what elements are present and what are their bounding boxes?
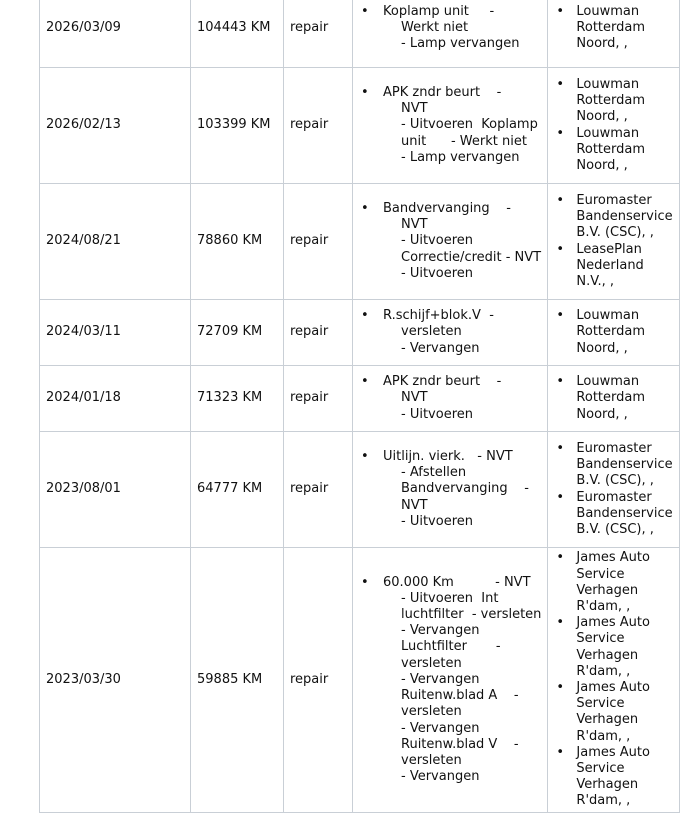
work-list xyxy=(359,201,541,282)
location-list xyxy=(554,308,672,357)
location-line: Bandenservice xyxy=(576,209,673,225)
service-location xyxy=(548,0,679,68)
location-line: • LeasePlan xyxy=(576,241,642,257)
location-line: Rotterdam xyxy=(576,93,646,109)
odometer-reading: 59885 KM xyxy=(191,548,284,813)
work-line: luchtfilter - versleten xyxy=(401,607,542,623)
location-item xyxy=(554,745,672,810)
work-item xyxy=(359,449,541,530)
location-line: Rotterdam xyxy=(576,390,646,406)
location-line: • James Auto xyxy=(576,680,650,695)
work-line: versleten xyxy=(401,704,462,720)
service-date: 2024/03/11 xyxy=(40,300,191,366)
table-row xyxy=(40,548,680,813)
location-line: • Euromaster xyxy=(576,192,652,208)
work-line: - Uitvoeren xyxy=(401,233,473,249)
location-list xyxy=(554,4,672,53)
location-line: Noord, , xyxy=(576,157,628,173)
location-item xyxy=(554,126,672,175)
location-line: Verhagen xyxy=(576,712,639,728)
work-line: unit - Werkt niet xyxy=(401,133,527,149)
work-list xyxy=(359,575,541,786)
work-line: • R.schijf+blok.V - xyxy=(383,308,494,324)
work-line: - Lamp vervangen xyxy=(401,149,520,165)
service-location xyxy=(548,366,679,432)
work-line: Ruitenw.blad V - xyxy=(401,736,519,752)
work-description xyxy=(353,548,548,813)
work-line: - Uitvoeren xyxy=(401,406,473,422)
work-line: - Lamp vervangen xyxy=(401,36,520,52)
work-item xyxy=(359,201,541,282)
service-location xyxy=(548,432,679,548)
work-description xyxy=(353,68,548,184)
work-line: • 60.000 Km - NVT xyxy=(383,574,531,590)
work-line: - Vervangen xyxy=(401,769,480,785)
work-list xyxy=(359,85,541,166)
location-line: Bandenservice xyxy=(576,505,673,521)
table-row xyxy=(40,366,680,432)
service-type: repair xyxy=(284,300,353,366)
location-list xyxy=(554,77,672,174)
service-date: 2026/03/09 xyxy=(40,0,191,68)
work-description xyxy=(353,0,548,68)
work-line: • Uitlijn. vierk. - NVT xyxy=(383,448,513,464)
work-line: NVT xyxy=(401,497,428,513)
odometer-reading: 72709 KM xyxy=(191,300,284,366)
service-location xyxy=(548,68,679,184)
location-line: Service xyxy=(576,696,625,712)
location-line: Noord, , xyxy=(576,406,628,422)
location-line: Rotterdam xyxy=(576,324,646,340)
work-description xyxy=(353,184,548,300)
location-item xyxy=(554,193,672,242)
work-line: versleten xyxy=(401,324,462,340)
location-item xyxy=(554,680,672,745)
location-line: R'dam, , xyxy=(576,663,631,679)
service-location xyxy=(548,548,679,813)
location-list xyxy=(554,441,672,538)
service-type: repair xyxy=(284,432,353,548)
location-line: R'dam, , xyxy=(576,598,631,614)
work-line: Bandvervanging - xyxy=(401,481,529,497)
location-line: B.V. (CSC), , xyxy=(576,225,654,241)
location-line: N.V., , xyxy=(576,273,615,289)
location-item xyxy=(554,550,672,615)
work-list xyxy=(359,449,541,530)
service-history-body xyxy=(40,0,680,813)
location-line: Bandenservice xyxy=(576,457,673,473)
location-line: Rotterdam xyxy=(576,141,646,157)
work-item xyxy=(359,85,541,166)
work-item xyxy=(359,374,541,423)
table-row xyxy=(40,300,680,366)
work-line: Werkt niet xyxy=(401,19,469,35)
work-line: - Uitvoeren Int xyxy=(401,590,499,606)
location-item xyxy=(554,615,672,680)
service-location xyxy=(548,184,679,300)
table-row xyxy=(40,432,680,548)
work-line: - Uitvoeren xyxy=(401,513,473,529)
work-line: Ruitenw.blad A - xyxy=(401,688,519,704)
service-date: 2024/01/18 xyxy=(40,366,191,432)
location-line: Verhagen xyxy=(576,582,639,598)
location-line: • Euromaster xyxy=(576,440,652,456)
work-line: Luchtfilter - xyxy=(401,639,501,655)
service-type: repair xyxy=(284,548,353,813)
work-list xyxy=(359,4,541,53)
service-type: repair xyxy=(284,366,353,432)
location-line: • Louwman xyxy=(576,76,640,92)
location-line: B.V. (CSC), , xyxy=(576,473,654,489)
work-line: NVT xyxy=(401,217,428,233)
service-history-table xyxy=(39,0,680,813)
odometer-reading: 64777 KM xyxy=(191,432,284,548)
location-list xyxy=(554,193,672,290)
table-row xyxy=(40,68,680,184)
location-item xyxy=(554,77,672,126)
location-line: Verhagen xyxy=(576,647,639,663)
odometer-reading: 103399 KM xyxy=(191,68,284,184)
location-item xyxy=(554,242,672,291)
work-description xyxy=(353,300,548,366)
work-line: - Vervangen xyxy=(401,720,480,736)
service-type: repair xyxy=(284,0,353,68)
odometer-reading: 71323 KM xyxy=(191,366,284,432)
location-line: • James Auto xyxy=(576,550,650,566)
location-line: Noord, , xyxy=(576,340,628,356)
work-item xyxy=(359,4,541,53)
location-list xyxy=(554,374,672,423)
work-line: - Vervangen xyxy=(401,671,480,687)
work-line: - Vervangen xyxy=(401,340,480,356)
location-item xyxy=(554,374,672,423)
location-line: Service xyxy=(576,566,625,582)
location-item xyxy=(554,4,672,53)
location-line: • Louwman xyxy=(576,3,640,19)
service-date: 2023/03/30 xyxy=(40,548,191,813)
service-date: 2023/08/01 xyxy=(40,432,191,548)
work-line: • APK zndr beurt - xyxy=(383,84,502,100)
service-type: repair xyxy=(284,184,353,300)
work-description xyxy=(353,366,548,432)
location-line: Service xyxy=(576,631,625,647)
location-line: • Louwman xyxy=(576,125,640,141)
location-line: • Euromaster xyxy=(576,489,652,505)
table-row xyxy=(40,184,680,300)
work-line: - Vervangen xyxy=(401,623,480,639)
work-line: • Bandvervanging - xyxy=(383,200,511,216)
service-date: 2024/08/21 xyxy=(40,184,191,300)
work-line: NVT xyxy=(401,101,428,117)
location-item xyxy=(554,490,672,539)
work-line: • Koplamp unit - xyxy=(383,3,495,19)
location-line: Noord, , xyxy=(576,36,628,52)
location-line: • Louwman xyxy=(576,374,640,390)
location-line: Service xyxy=(576,761,625,777)
location-line: R'dam, , xyxy=(576,793,631,809)
service-date: 2026/02/13 xyxy=(40,68,191,184)
table-row xyxy=(40,0,680,68)
work-list xyxy=(359,374,541,423)
service-type: repair xyxy=(284,68,353,184)
location-line: • Louwman xyxy=(576,308,640,324)
location-line: Verhagen xyxy=(576,777,639,793)
service-location xyxy=(548,300,679,366)
location-line: Nederland xyxy=(576,257,644,273)
work-line: versleten xyxy=(401,752,462,768)
work-item xyxy=(359,308,541,357)
odometer-reading: 104443 KM xyxy=(191,0,284,68)
location-line: • James Auto xyxy=(576,615,650,631)
work-line: • APK zndr beurt - xyxy=(383,374,502,390)
location-item xyxy=(554,441,672,490)
work-list xyxy=(359,308,541,357)
location-line: Rotterdam xyxy=(576,19,646,35)
work-description xyxy=(353,432,548,548)
location-item xyxy=(554,308,672,357)
location-line: R'dam, , xyxy=(576,728,631,744)
work-line: - Uitvoeren Koplamp xyxy=(401,117,538,133)
location-line: Noord, , xyxy=(576,109,628,125)
work-line: NVT xyxy=(401,390,428,406)
work-line: - Afstellen xyxy=(401,465,467,481)
work-line: versleten xyxy=(401,655,462,671)
odometer-reading: 78860 KM xyxy=(191,184,284,300)
location-line: • James Auto xyxy=(576,744,650,760)
work-line: Correctie/credit - NVT xyxy=(401,249,542,265)
work-line: - Uitvoeren xyxy=(401,265,473,281)
location-line: B.V. (CSC), , xyxy=(576,521,654,537)
location-list xyxy=(554,550,672,809)
work-item xyxy=(359,575,541,786)
